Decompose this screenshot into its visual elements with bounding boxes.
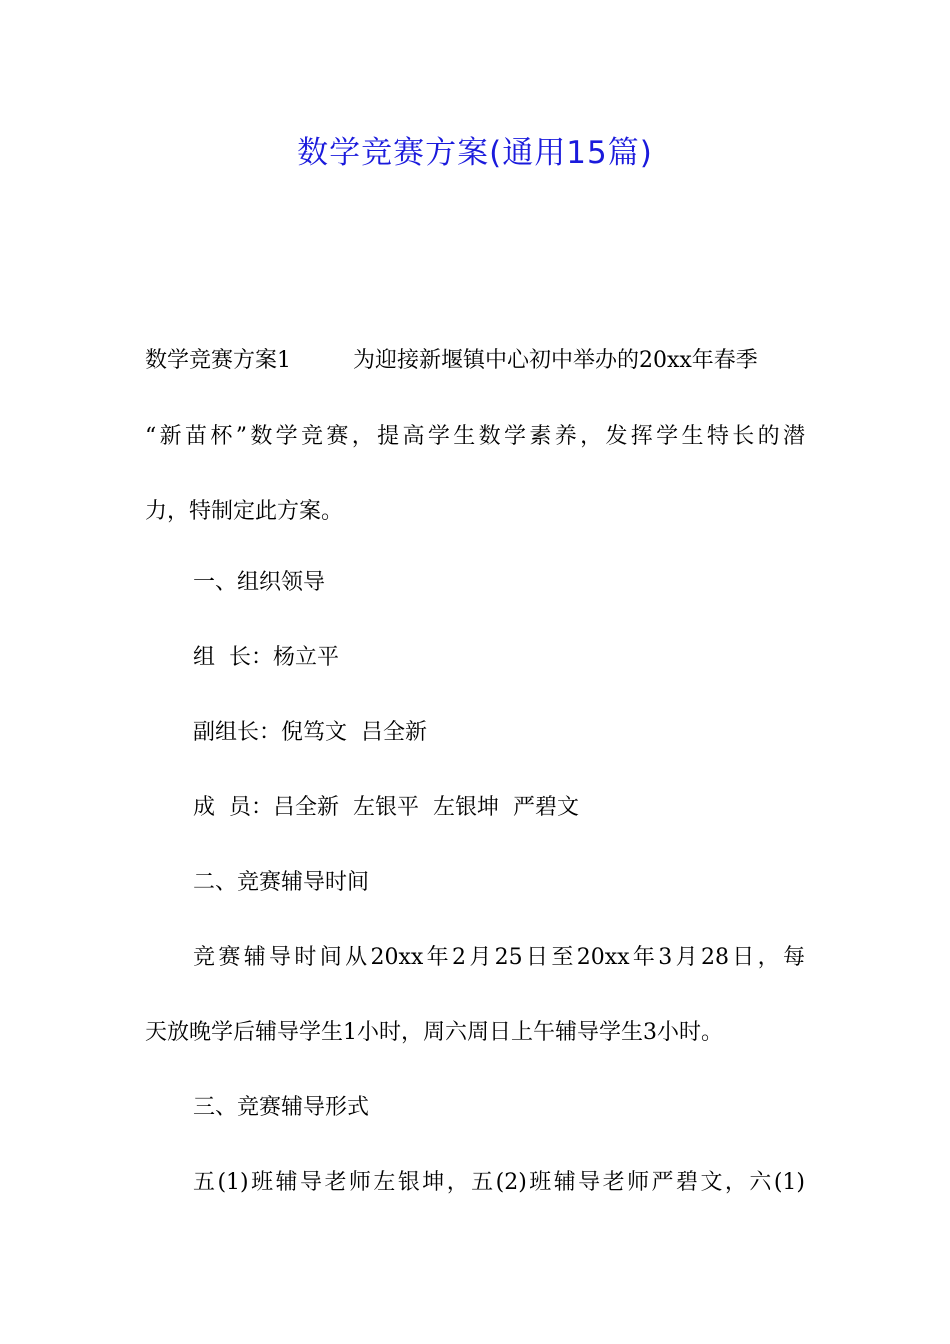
paragraph-text: 为迎接新堰镇中心初中举办的20xx年春季	[353, 348, 758, 373]
paragraph-line: 组 长：杨立平	[193, 645, 339, 670]
section-heading: 数学竞赛方案1	[145, 348, 291, 373]
paragraph-line: 力，特制定此方案。	[145, 499, 344, 524]
paragraph-line: 副组长：倪笃文 吕全新	[193, 720, 427, 745]
paragraph-line: 天放晚学后辅导学生1小时，周六周日上午辅导学生3小时。	[145, 1020, 723, 1045]
paragraph-line: 成 员：吕全新 左银平 左银坤 严碧文	[193, 795, 579, 820]
paragraph-line: 五(1)班辅导老师左银坤，五(2)班辅导老师严碧文，六(1)	[193, 1170, 805, 1195]
paragraph-line	[145, 341, 758, 381]
paragraph-line: “新苗杯”数学竞赛，提高学生数学素养，发挥学生特长的潜	[145, 424, 805, 449]
paragraph-line: 竞赛辅导时间从20xx年2月25日至20xx年3月28日，每	[193, 945, 805, 970]
section-heading: 一、组织领导	[193, 570, 326, 595]
document-title: 数学竞赛方案(通用15篇)	[297, 135, 653, 171]
section-heading: 三、竞赛辅导形式	[193, 1095, 370, 1120]
section-heading: 二、竞赛辅导时间	[193, 870, 370, 895]
